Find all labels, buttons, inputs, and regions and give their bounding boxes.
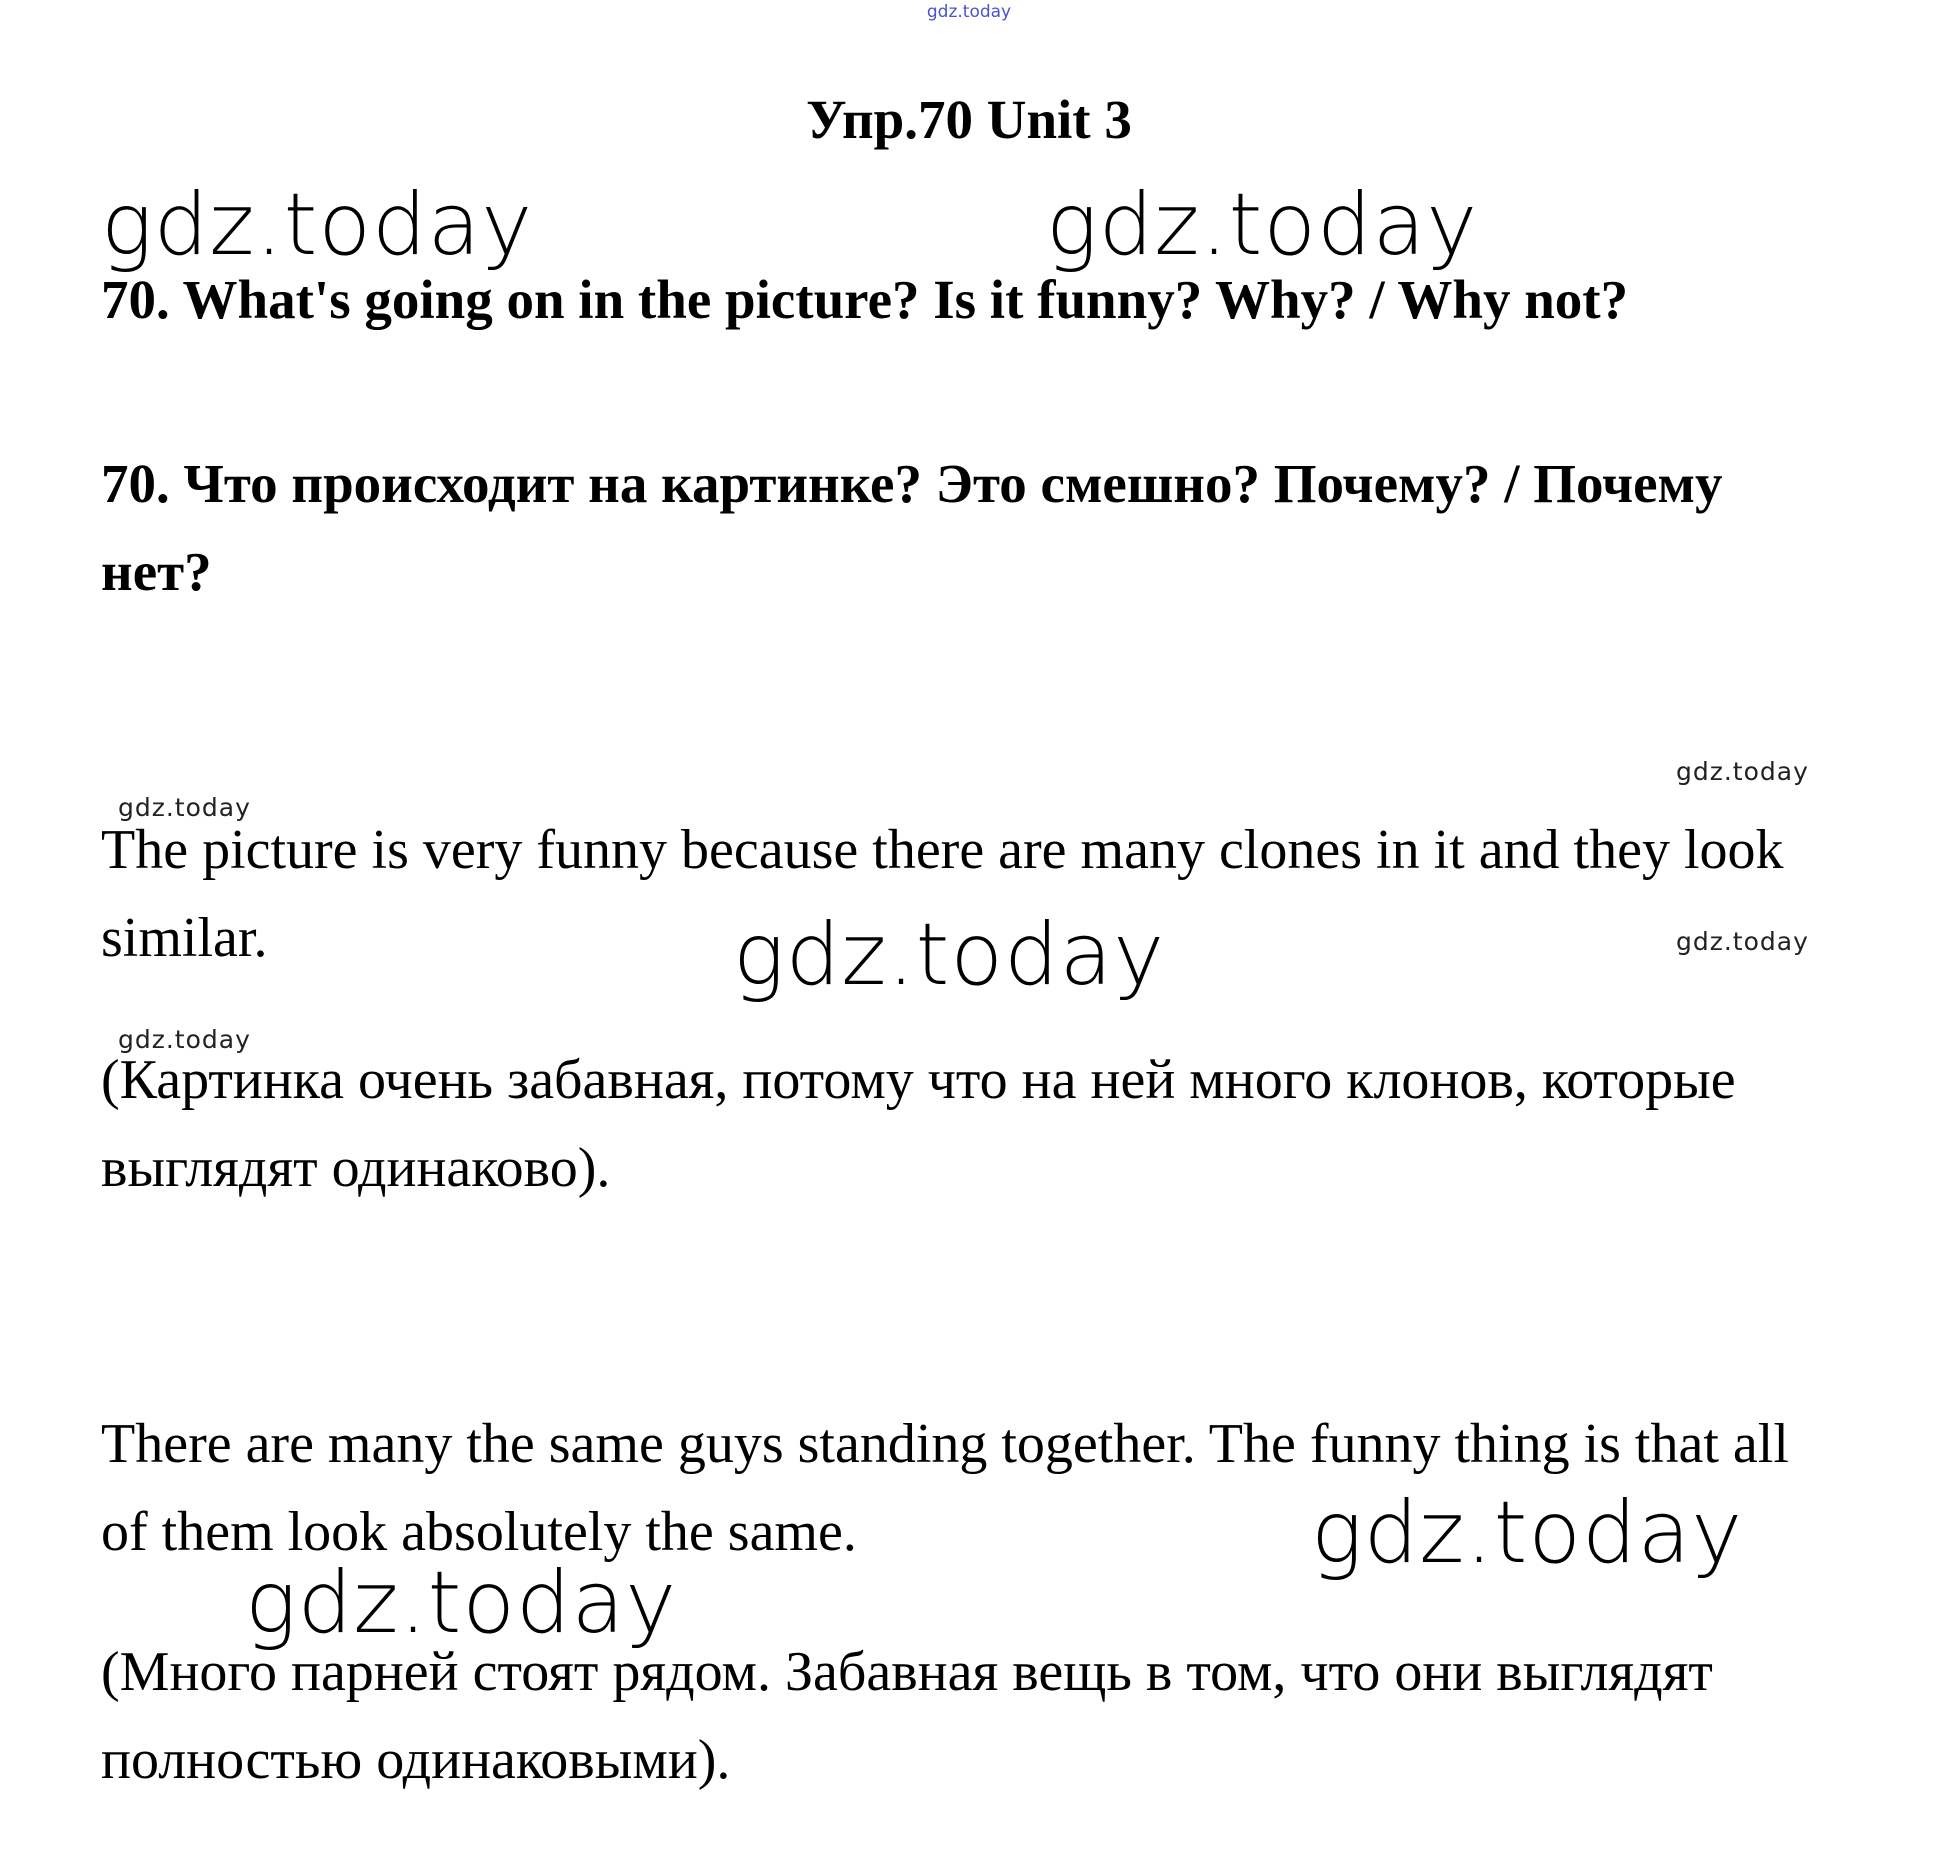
watermark: gdz.today xyxy=(101,175,534,275)
watermark: gdz.today xyxy=(1046,175,1479,275)
answer-1-english: The picture is very funny because there are many clones in it and they look similar. xyxy=(101,819,1784,969)
answer-1-russian: (Картинка очень забавная, потому что на ней много клонов, которые выглядят одинаково). xyxy=(101,1049,1736,1199)
watermark: gdz.today xyxy=(1676,927,1809,956)
watermark: gdz.today xyxy=(733,905,1166,1005)
page-title: Упр.70 Unit 3 xyxy=(806,89,1132,150)
watermark: gdz.today xyxy=(118,1025,251,1054)
watermark: gdz.today xyxy=(245,1553,678,1653)
watermark: gdz.today xyxy=(1311,1483,1744,1583)
watermark: gdz.today xyxy=(118,793,251,822)
watermark: gdz.today xyxy=(1676,757,1809,786)
answer-2-russian: (Много парней стоят рядом. Забавная вещь в том, что они выглядят полностью одинаковыми). xyxy=(101,1641,1713,1791)
question-english: 70. What's going on in the picture? Is it funny? Why? / Why not? xyxy=(101,269,1629,330)
header-watermark: gdz.today xyxy=(926,2,1012,22)
question-russian: 70. Что происходит на картинке? Это смешно? Почему? / Почему нет? xyxy=(101,453,1723,602)
answer-2-english: There are many the same guys standing together. The funny thing is that all of them look absolutely the same. xyxy=(101,1413,1789,1563)
